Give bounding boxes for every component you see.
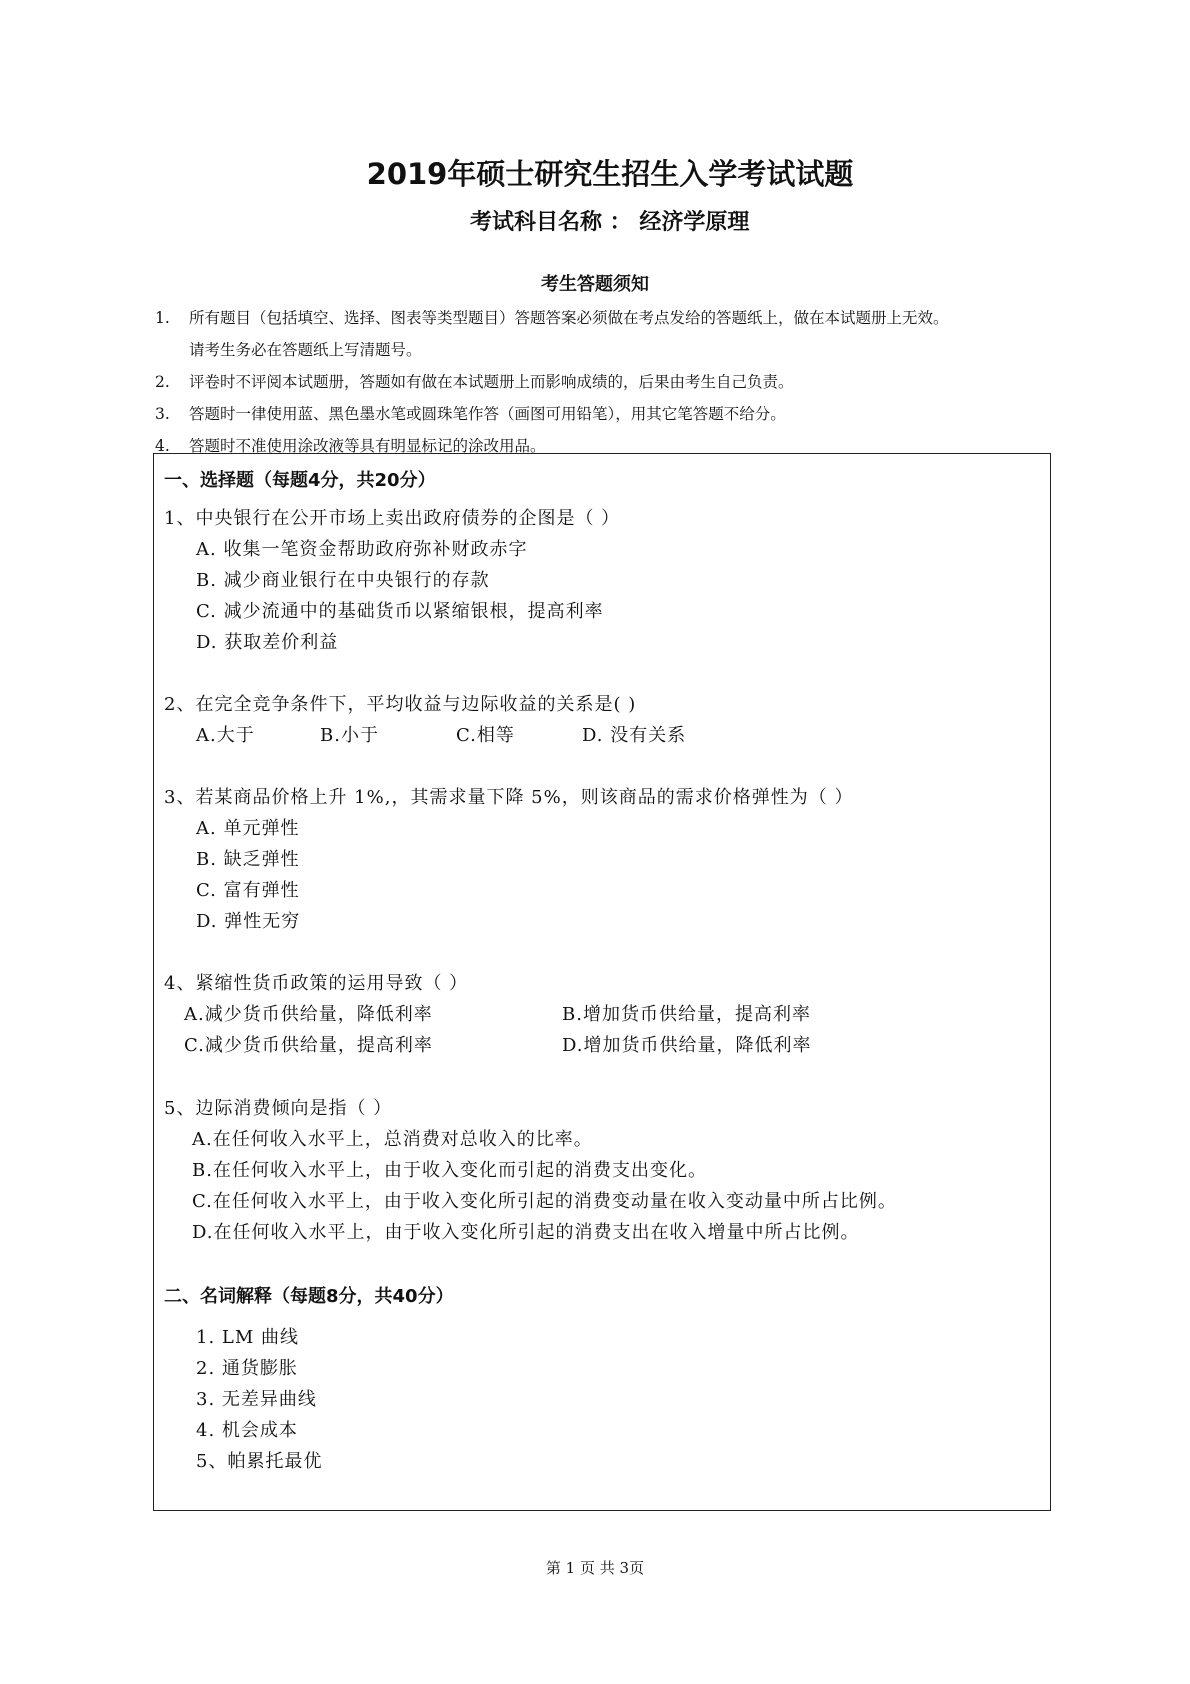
exam-title: 2019年硕士研究生招生入学考试试题: [366, 157, 854, 191]
q1-option-b: B. 减少商业银行在中央银行的存款: [196, 570, 490, 591]
q3-option-a: A. 单元弹性: [196, 818, 300, 839]
term-item: 2. 通货膨胀: [196, 1358, 298, 1379]
term-item: 5、帕累托最优: [196, 1451, 323, 1472]
notice-text: 答题时一律使用蓝、黑色墨水笔或圆珠笔作答（画图可用铅笔），用其它笔答题不给分。: [189, 405, 786, 423]
q1-stem: 1、中央银行在公开市场上卖出政府债券的企图是（ ）: [164, 508, 621, 529]
notice-num: 1.: [155, 309, 170, 327]
q4-option-c: C.减少货币供给量，提高利率: [184, 1035, 433, 1056]
notice-num: 3.: [155, 405, 170, 423]
q1-option-d: D. 获取差价利益: [196, 632, 339, 653]
notice-text: 答题时不准使用涂改液等具有明显标记的涂改用品。: [189, 437, 546, 455]
term-item: 4. 机会成本: [196, 1420, 298, 1441]
notice-item: [155, 402, 786, 424]
term-item: 3. 无差异曲线: [196, 1389, 317, 1410]
notice-item-cont: 请考生务必在答题纸上写清题号。: [189, 341, 422, 359]
section2-heading: 二、名词解释（每题8分，共40分）: [164, 1286, 454, 1307]
q3-option-b: B. 缺乏弹性: [196, 849, 300, 870]
notice-title: 考生答题须知: [541, 274, 649, 295]
notice-num: 2.: [155, 373, 170, 391]
q3-option-c: C. 富有弹性: [196, 880, 300, 901]
q5-stem: 5、边际消费倾向是指（ ）: [164, 1098, 393, 1119]
q5-option-a: A.在任何收入水平上，总消费对总收入的比率。: [192, 1129, 593, 1150]
q3-stem: 3、若某商品价格上升 1%,，其需求量下降 5%，则该商品的需求价格弹性为（ ）: [164, 787, 854, 808]
notice-item: [155, 306, 949, 328]
notice-num: 4.: [155, 437, 170, 455]
question-box: [153, 453, 1051, 1511]
q5-option-c: C.在任何收入水平上，由于收入变化所引起的消费变动量在收入变动量中所占比例。: [192, 1191, 897, 1212]
q5-option-d: D.在任何收入水平上，由于收入变化所引起的消费支出在收入增量中所占比例。: [192, 1222, 860, 1243]
notice-text: 所有题目（包括填空、选择、图表等类型题目）答题答案必须做在考点发给的答题纸上，做在本试题册上无效。: [189, 309, 949, 327]
q3-option-d: D. 弹性无穷: [196, 911, 301, 932]
q1-option-a: A. 收集一笔资金帮助政府弥补财政赤字: [196, 539, 528, 560]
q4-option-d: D.增加货币供给量，降低利率: [562, 1035, 812, 1056]
notice-item: [155, 370, 794, 392]
q5-option-b: B.在任何收入水平上，由于收入变化而引起的消费支出变化。: [192, 1160, 707, 1181]
notice-text: 评卷时不评阅本试题册，答题如有做在本试题册上而影响成绩的，后果由考生自己负责。: [189, 373, 794, 391]
q4-option-b: B.增加货币供给量，提高利率: [562, 1004, 811, 1025]
q2-stem: 2、在完全竞争条件下，平均收益与边际收益的关系是( ): [164, 694, 637, 715]
q4-option-a: A.减少货币供给量，降低利率: [184, 1004, 433, 1025]
q2-option-b: B.小于: [320, 725, 379, 746]
exam-subject: 考试科目名称 ： 经济学原理: [470, 210, 750, 235]
q2-option-a: A.大于: [196, 725, 255, 746]
term-item: 1. LM 曲线: [196, 1327, 300, 1348]
section1-heading: 一、选择题（每题4分，共20分）: [164, 470, 436, 491]
q2-option-d: D. 没有关系: [582, 725, 687, 746]
q4-stem: 4、紧缩性货币政策的运用导致（ ）: [164, 973, 469, 994]
q2-option-c: C.相等: [456, 725, 515, 746]
q1-option-c: C. 减少流通中的基础货币以紧缩银根，提高利率: [196, 601, 604, 622]
page-footer: 第 1 页 共 3页: [545, 1559, 645, 1577]
